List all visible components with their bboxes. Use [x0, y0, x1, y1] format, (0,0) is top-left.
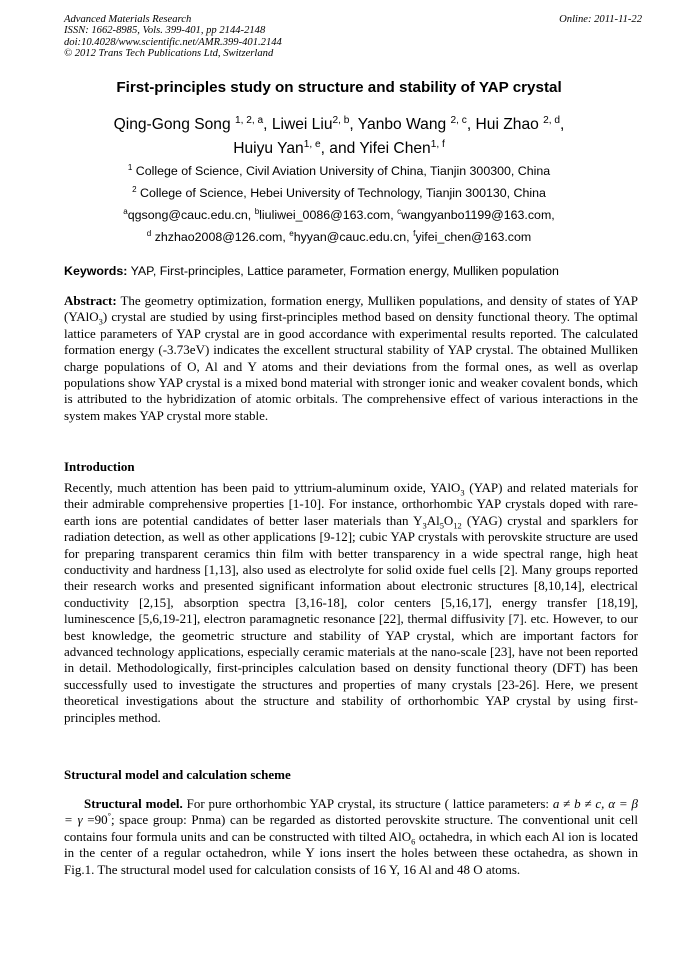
author-sup: 2, d	[543, 114, 561, 126]
journal-name: Advanced Materials Research	[64, 14, 192, 25]
author-name: Yanbo Wang	[357, 116, 451, 133]
email-sup: b	[254, 206, 260, 216]
intro-heading: Introduction	[64, 459, 135, 474]
aff-text: College of Science, Civil Aviation University of China, Tianjin 300300, China	[132, 164, 551, 178]
text: (YAG) crystal and sparklers for radiation detection, as well as other applications [9-12]; cubic YAP crystals with perovskite structure are used for preparing transparent ceramics thin film with better transparency in a wide spectral range, high heat conductivity and hardness [1,13], also used as electrolyte for solid oxide fuel cells [2]. Many groups reported their research works and presented significant information about electronic structures [8,10,14], electrical conductivity [2,15], absorption spectra [3,16-18], color centers [5,16,17], energy transfer [18,19], luminescence [5,6,19-21], electron paramagnetic resonance [22], thermal diffusivity [7]. etc. However, to our best knowledge, the geometric structure and stability of YAP crystal, which are important factors for advanced technology applications, especially ceramic materials at the nano-scale [23], have not been reported in detail. Methodologically, first-principles calculation based on density functional theory (DFT) has been successfully used to investigate the structures and properties of many crystals [23-26]. Here, we present theoretical investigations about the structure and stability of orthorhombic YAP crystal by using first-principles method.	[64, 512, 638, 725]
author-sup: 1, e	[303, 138, 321, 150]
emails-line-1	[0, 208, 678, 222]
email-sup: f	[413, 228, 416, 238]
text: For pure orthorhombic YAP crystal, its structure ( lattice parameters:	[182, 796, 553, 811]
subscript: 5	[439, 520, 444, 531]
author-name: Hui Zhao	[475, 116, 544, 133]
text: O	[443, 512, 454, 528]
subscript: 3	[460, 487, 465, 498]
subscript: 6	[411, 836, 416, 847]
emails-line-2	[0, 230, 678, 244]
email-sup: a	[123, 206, 128, 216]
aff-text: College of Science, Hebei University of Technology, Tianjin 300130, China	[136, 186, 546, 200]
superscript: °	[107, 811, 111, 822]
authors-line-1	[0, 116, 678, 134]
online-date: Online: 2011-11-22	[559, 14, 642, 25]
keywords	[64, 264, 559, 278]
author-sep: , and	[320, 140, 360, 157]
copyright: © 2012 Trans Tech Publications Ltd, Switzerland	[64, 47, 274, 59]
aff-sup: 2	[132, 184, 137, 194]
email-sup: e	[289, 228, 294, 238]
author-sup: 1, 2, a	[234, 114, 264, 126]
text: (YAP) and related materials for their admirable comprehensive properties [1-10]. For instance, orthorhombic YAP crystals doped with rare-earth ions are potential candidates of better laser materials than Y	[64, 480, 638, 528]
text: Al	[426, 512, 440, 528]
paper-title: First-principles study on structure and stability of YAP crystal	[116, 79, 562, 96]
abstract	[64, 293, 638, 424]
email: yifei_chen@163.com	[415, 230, 532, 244]
author-name: Liwei Liu	[271, 116, 333, 133]
email: liuliwei_0086@163.com,	[259, 208, 398, 222]
italic-text: a ≠ b ≠ c, α = β = γ	[64, 796, 638, 828]
email: zhzhao2008@126.com,	[151, 230, 290, 244]
affiliation-1	[0, 164, 678, 178]
keywords-label: Keywords:	[64, 264, 128, 278]
text: octahedra, in which each Al ion is located in the center of a regular octahedron, while Y ions insert the holes between these octahedra, as shown in Fig.1. The structural model used for calculation consists of 16 Y, 16 Al and 48 O atoms.	[64, 828, 639, 877]
author-sep: ,	[349, 116, 358, 133]
text: The geometry optimization, formation energy, Mulliken populations, and density of states of YAP (YAlO	[64, 293, 638, 325]
aff-sup: 1	[127, 162, 133, 172]
text: =90	[82, 812, 108, 828]
email: wangyanbo1199@163.com,	[401, 208, 555, 222]
author-name: Yifei Chen	[359, 140, 431, 157]
abstract-label: Abstract:	[64, 293, 117, 308]
email: hyyan@cauc.edu.cn,	[293, 230, 414, 244]
affiliation-2	[0, 186, 678, 200]
subscript: 3	[422, 520, 427, 531]
email-sup: c	[397, 206, 402, 216]
issn: ISSN: 1662-8985, Vols. 399-401, pp 2144-2148	[64, 25, 266, 37]
text: Recently, much attention has been paid to yttrium-aluminum oxide, YAlO	[64, 480, 461, 495]
email-sup: d	[146, 228, 152, 238]
author-name: Huiyu Yan	[233, 140, 304, 157]
authors-line-2	[0, 140, 678, 158]
structural-paragraph	[64, 796, 638, 878]
email: qgsong@cauc.edu.cn,	[127, 208, 255, 222]
subscript: 12	[453, 520, 462, 531]
doi: doi:10.4028/www.scientific.net/AMR.399-401.2144	[64, 36, 282, 48]
keywords-text: YAP, First-principles, Lattice parameter, Formation energy, Mulliken population	[127, 264, 559, 278]
journal-header	[64, 14, 282, 59]
author-sup: 2, b	[332, 114, 350, 126]
text: ) crystal are studied by using first-principles method based on density functional theory. The optimal lattice parameters of YAP crystal are in good accordance with experimental results reported. The calculated formation energy (-3.73eV) indicates the excellent structural stability of YAP crystal. The obtained Mulliken charge populations of O, Al and Y atoms and their deviations from the formal ones, as well as overlap populations show YAP crystal is a mixed bond material with stronger ionic and weaker covalent bonds, which is attributed to the hybridization of atomic orbitals. The comprehensive effect of various interactions in the system makes YAP crystal more stable.	[64, 309, 638, 423]
subscript: 3	[98, 317, 103, 327]
author-sep: ,	[263, 116, 272, 133]
author-name: Qing-Gong Song	[113, 116, 235, 133]
structural-heading: Structural model and calculation scheme	[64, 767, 291, 782]
text: ; space group: Pnma) can be regarded as distorted perovskite structure. The conventional unit cell contains four formula units and can be constructed with tilted AlO	[64, 812, 638, 844]
intro-paragraph	[64, 480, 638, 726]
author-sup: 1, f	[430, 138, 445, 150]
author-sep: ,	[560, 116, 565, 133]
author-sup: 2, c	[450, 114, 467, 126]
structural-label: Structural model.	[84, 796, 183, 811]
author-sep: ,	[466, 116, 476, 133]
